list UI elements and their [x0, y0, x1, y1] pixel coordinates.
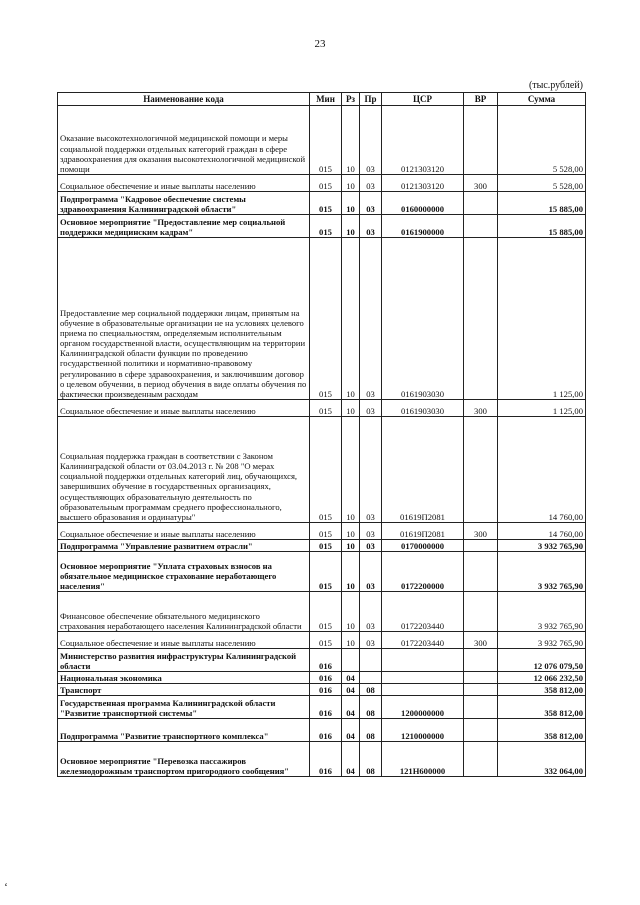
row-name: Социальное обеспечение и иные выплаты населению [58, 523, 310, 540]
column-header-sum: Сумма [498, 93, 586, 106]
table-row [58, 523, 586, 540]
row-sum: 358 812,00 [498, 719, 586, 742]
row-sum: 3 932 765,90 [498, 592, 586, 632]
row-rz: 10 [342, 523, 360, 540]
row-vr [464, 417, 498, 523]
row-min: 016 [310, 684, 342, 696]
row-name: Подпрограмма "Развитие транспортного комплекса" [58, 719, 310, 742]
table-row [58, 742, 586, 777]
table-row [58, 238, 586, 400]
row-rz: 10 [342, 417, 360, 523]
row-csr: 0161903030 [382, 400, 464, 417]
row-pr: 03 [360, 192, 382, 215]
row-min: 015 [310, 192, 342, 215]
row-name: Основное мероприятие "Перевозка пассажиров железнодорожным транспортом пригородного сообщения" [58, 742, 310, 777]
column-header-pr: Пр [360, 93, 382, 106]
row-rz: 04 [342, 719, 360, 742]
row-csr: 1200000000 [382, 696, 464, 719]
row-sum: 12 076 079,50 [498, 649, 586, 672]
row-min: 016 [310, 742, 342, 777]
row-min: 015 [310, 540, 342, 552]
table-row [58, 106, 586, 175]
row-min: 016 [310, 672, 342, 684]
row-rz: 04 [342, 672, 360, 684]
table-row [58, 552, 586, 592]
column-header-rz: Рз [342, 93, 360, 106]
table-row [58, 719, 586, 742]
table-row [58, 540, 586, 552]
row-pr: 03 [360, 417, 382, 523]
row-csr: 0121303120 [382, 175, 464, 192]
row-rz: 10 [342, 106, 360, 175]
row-min: 016 [310, 649, 342, 672]
row-min: 016 [310, 719, 342, 742]
table-row [58, 175, 586, 192]
row-vr: 300 [464, 523, 498, 540]
row-rz: 04 [342, 696, 360, 719]
row-min: 015 [310, 552, 342, 592]
row-min: 015 [310, 417, 342, 523]
row-name: Социальное обеспечение и иные выплаты населению [58, 175, 310, 192]
table-row [58, 215, 586, 238]
row-vr [464, 192, 498, 215]
row-pr: 08 [360, 696, 382, 719]
table-row [58, 696, 586, 719]
row-sum: 3 932 765,90 [498, 552, 586, 592]
row-vr [464, 592, 498, 632]
row-pr [360, 649, 382, 672]
row-csr: 0172200000 [382, 552, 464, 592]
units-label: (тыс.рублей) [528, 80, 583, 91]
table-row [58, 672, 586, 684]
row-csr: 01619П2081 [382, 417, 464, 523]
table-row [58, 592, 586, 632]
row-pr: 03 [360, 175, 382, 192]
row-name: Оказание высокотехнологичной медицинской помощи и меры социальной поддержки отдельных категорий граждан в сфере здравоохранения для оказания высокотехнологичной медицинской помощи [58, 106, 310, 175]
row-name: Министерство развития инфраструктуры Калининградской области [58, 649, 310, 672]
row-vr [464, 672, 498, 684]
row-pr: 08 [360, 684, 382, 696]
table-row [58, 649, 586, 672]
column-header-csr: ЦСР [382, 93, 464, 106]
row-pr: 08 [360, 742, 382, 777]
row-min: 015 [310, 175, 342, 192]
row-name: Подпрограмма "Кадровое обеспечение системы здравоохранения Калининградской области" [58, 192, 310, 215]
row-sum: 1 125,00 [498, 238, 586, 400]
row-sum: 15 885,00 [498, 192, 586, 215]
row-sum: 3 932 765,90 [498, 540, 586, 552]
row-name: Социальная поддержка граждан в соответствии с Законом Калининградской области от 03.04.2013 г. № 208 "О мерах социальной поддержки отдельных категорий лиц, обучающихся, завершивших обучение в государственных организациях, осуществляющих образовательную деятельность по образовательным программам среднего профессионального, высшего образования и ординатуры" [58, 417, 310, 523]
row-vr: 300 [464, 400, 498, 417]
row-csr [382, 684, 464, 696]
table-row [58, 684, 586, 696]
table-header [58, 93, 586, 106]
row-vr [464, 742, 498, 777]
row-csr: 0161903030 [382, 238, 464, 400]
row-rz: 10 [342, 400, 360, 417]
row-rz: 10 [342, 632, 360, 649]
row-sum: 3 932 765,90 [498, 632, 586, 649]
row-sum: 332 064,00 [498, 742, 586, 777]
row-vr [464, 540, 498, 552]
row-pr: 03 [360, 238, 382, 400]
table-row [58, 400, 586, 417]
row-sum: 12 066 232,50 [498, 672, 586, 684]
row-csr [382, 672, 464, 684]
table-row [58, 192, 586, 215]
row-sum: 14 760,00 [498, 523, 586, 540]
row-csr: 0121303120 [382, 106, 464, 175]
row-pr: 03 [360, 552, 382, 592]
row-csr: 01619П2081 [382, 523, 464, 540]
row-name: Предоставление мер социальной поддержки лицам, принятым на обучение в образовательные организации не на условиях целевого приема по специальностям, определяемым исполнительным органом государственной власти, осуществляющим на территории Калининградской области функции по проведению государственной политики и нормативно-правовому регулированию в сфере здравоохранения, и заключившим договор о целевом обучении, в период обучения в виде оплаты обучения по фактически произведенным расходам [58, 238, 310, 400]
row-vr [464, 215, 498, 238]
row-rz: 04 [342, 742, 360, 777]
row-name: Транспорт [58, 684, 310, 696]
row-vr [464, 696, 498, 719]
column-header-name: Наименование кода [58, 93, 310, 106]
row-min: 015 [310, 106, 342, 175]
row-rz: 10 [342, 540, 360, 552]
row-min: 016 [310, 696, 342, 719]
column-header-min: Мин [310, 93, 342, 106]
row-name: Социальное обеспечение и иные выплаты населению [58, 632, 310, 649]
row-vr: 300 [464, 175, 498, 192]
margin-mark: ʻ [4, 880, 8, 894]
row-pr: 08 [360, 719, 382, 742]
row-csr: 0161900000 [382, 215, 464, 238]
row-vr [464, 649, 498, 672]
row-vr [464, 552, 498, 592]
row-min: 015 [310, 632, 342, 649]
table-row [58, 632, 586, 649]
row-pr: 03 [360, 632, 382, 649]
column-header-vr: ВР [464, 93, 498, 106]
row-sum: 358 812,00 [498, 696, 586, 719]
row-rz: 10 [342, 592, 360, 632]
row-name: Основное мероприятие "Уплата страховых взносов на обязательное медицинское страхование неработающего населения" [58, 552, 310, 592]
budget-table [57, 92, 586, 777]
row-rz: 10 [342, 215, 360, 238]
row-rz: 04 [342, 684, 360, 696]
row-csr: 121Н600000 [382, 742, 464, 777]
row-name: Государственная программа Калининградской области "Развитие транспортной системы" [58, 696, 310, 719]
row-min: 015 [310, 592, 342, 632]
row-vr [464, 106, 498, 175]
row-sum: 358 812,00 [498, 684, 586, 696]
row-name: Социальное обеспечение и иные выплаты населению [58, 400, 310, 417]
row-name: Подпрограмма "Управление развитием отрасли" [58, 540, 310, 552]
row-pr [360, 672, 382, 684]
row-rz: 10 [342, 238, 360, 400]
row-rz [342, 649, 360, 672]
row-sum: 14 760,00 [498, 417, 586, 523]
row-rz: 10 [342, 192, 360, 215]
page-number: 23 [314, 38, 326, 50]
row-vr [464, 719, 498, 742]
row-min: 015 [310, 523, 342, 540]
row-pr: 03 [360, 215, 382, 238]
row-csr: 0172203440 [382, 592, 464, 632]
row-sum: 5 528,00 [498, 106, 586, 175]
row-pr: 03 [360, 400, 382, 417]
table-row [58, 417, 586, 523]
row-vr [464, 684, 498, 696]
row-csr: 0160000000 [382, 192, 464, 215]
row-min: 015 [310, 238, 342, 400]
row-csr: 1210000000 [382, 719, 464, 742]
row-csr: 0170000000 [382, 540, 464, 552]
row-pr: 03 [360, 592, 382, 632]
row-vr [464, 238, 498, 400]
row-rz: 10 [342, 552, 360, 592]
row-name: Национальная экономика [58, 672, 310, 684]
row-sum: 1 125,00 [498, 400, 586, 417]
row-min: 015 [310, 215, 342, 238]
row-pr: 03 [360, 523, 382, 540]
row-name: Основное мероприятие "Предоставление мер социальной поддержки медицинским кадрам" [58, 215, 310, 238]
row-csr: 0172203440 [382, 632, 464, 649]
row-min: 015 [310, 400, 342, 417]
row-csr [382, 649, 464, 672]
row-rz: 10 [342, 175, 360, 192]
row-pr: 03 [360, 540, 382, 552]
row-sum: 5 528,00 [498, 175, 586, 192]
row-vr: 300 [464, 632, 498, 649]
row-pr: 03 [360, 106, 382, 175]
row-sum: 15 885,00 [498, 215, 586, 238]
row-name: Финансовое обеспечение обязательного медицинского страхования неработающего населения Калининградской области [58, 592, 310, 632]
